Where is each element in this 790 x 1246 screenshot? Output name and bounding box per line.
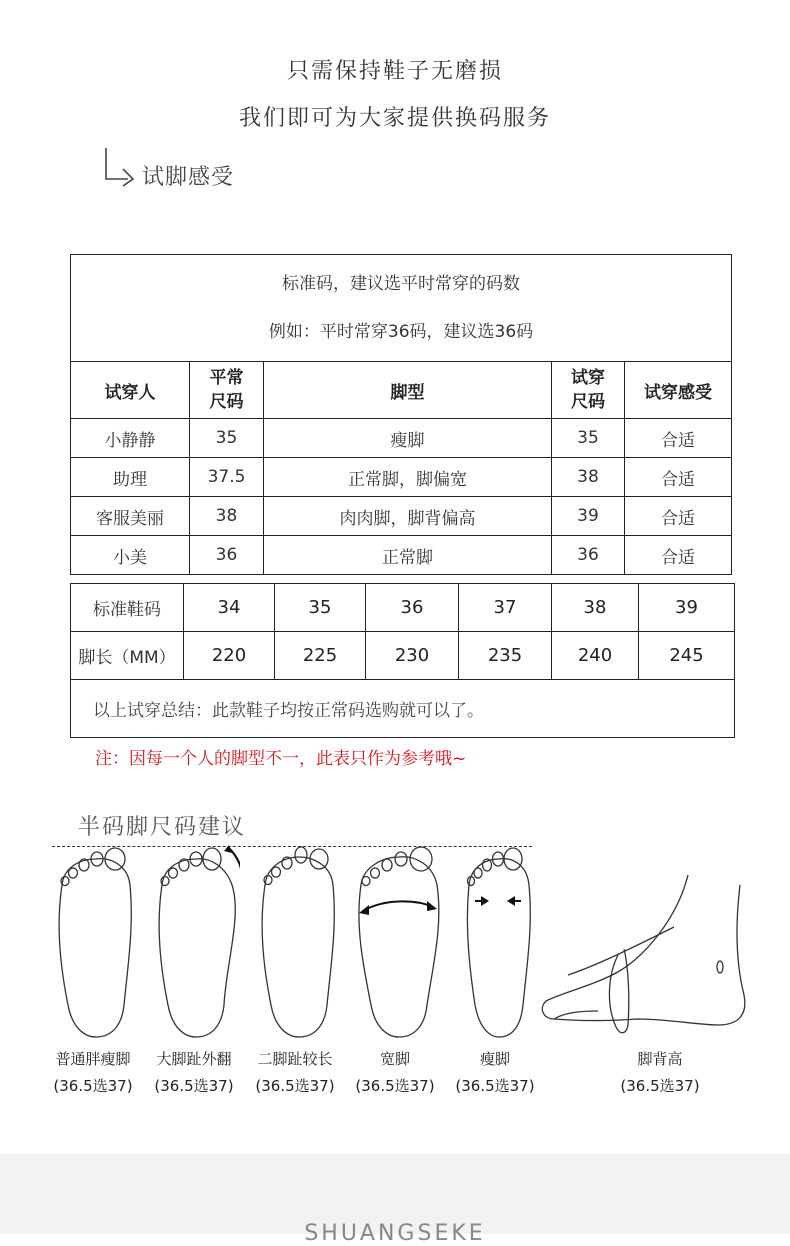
fit-table-header-row — [71, 362, 732, 419]
table-row — [71, 419, 732, 458]
length-cell: 240 — [552, 632, 639, 680]
header-usual-size: 平常 尺码 — [209, 368, 244, 412]
bunion-foot-icon — [150, 845, 240, 1045]
fit-header-cell — [552, 362, 625, 419]
table-cell: 瘦脚 — [264, 419, 552, 458]
size-row — [71, 584, 735, 632]
fit-note-line-1: 标准码，建议选平时常穿的码数 — [282, 274, 521, 294]
size-table — [70, 583, 735, 738]
foot-type-label: 二脚趾较长 — [257, 1050, 333, 1068]
size-summary: 以上试穿总结：此款鞋子均按正常码选购就可以了。 — [71, 680, 735, 738]
table-cell: 合适 — [625, 458, 732, 497]
table-cell: 38 — [552, 458, 625, 497]
length-cell: 230 — [366, 632, 459, 680]
table-cell: 正常脚 — [264, 536, 552, 575]
foot-size-advice: (36.5选37) — [154, 1077, 234, 1095]
section-title-half-size: 半码脚尺码建议 — [78, 815, 247, 840]
size-cell: 35 — [275, 584, 366, 632]
long-second-toe-foot-icon — [253, 845, 343, 1045]
fit-header-cell: 脚型 — [264, 362, 552, 419]
size-row-label: 标准鞋码 — [71, 584, 184, 632]
size-cell: 36 — [366, 584, 459, 632]
intro-line-1: 只需保持鞋子无磨损 — [286, 59, 503, 84]
foot-type-label: 脚背高 — [637, 1050, 683, 1068]
foot-size-advice: (36.5选37) — [355, 1077, 435, 1095]
foot-size-advice: (36.5选37) — [255, 1077, 335, 1095]
fit-header-cell: 试穿感受 — [625, 362, 732, 419]
wide-foot-icon — [353, 845, 443, 1045]
intro-line-2: 我们即可为大家提供换码服务 — [238, 106, 551, 131]
table-cell: 36 — [190, 536, 264, 575]
foot-size-advice: (36.5选37) — [455, 1077, 535, 1095]
length-cell: 235 — [459, 632, 552, 680]
narrow-foot-icon — [455, 845, 545, 1045]
length-row — [71, 632, 735, 680]
brand-name: SHUANGSEKE — [304, 1221, 486, 1246]
table-row — [71, 536, 732, 575]
section-title-try-on: 试脚感受 — [142, 165, 235, 190]
table-cell: 客服美丽 — [71, 497, 190, 536]
table-cell: 小美 — [71, 536, 190, 575]
table-cell: 39 — [552, 497, 625, 536]
size-cell: 34 — [184, 584, 275, 632]
fit-header-cell: 试穿人 — [71, 362, 190, 419]
arrow-right-icon — [102, 146, 138, 190]
reference-note: 注：因每一个人的脚型不一，此表只作为参考哦~ — [95, 749, 467, 769]
header-try-size: 试穿 尺码 — [571, 368, 605, 412]
table-cell: 35 — [190, 419, 264, 458]
table-cell: 合适 — [625, 536, 732, 575]
length-cell: 220 — [184, 632, 275, 680]
table-cell: 37.5 — [190, 458, 264, 497]
table-cell: 35 — [552, 419, 625, 458]
table-cell: 合适 — [625, 497, 732, 536]
size-cell: 39 — [639, 584, 735, 632]
fit-header-cell — [190, 362, 264, 419]
fit-table — [70, 254, 732, 575]
table-cell: 小静静 — [71, 419, 190, 458]
size-cell: 37 — [459, 584, 552, 632]
foot-size-advice: (36.5选37) — [620, 1077, 700, 1095]
table-cell: 38 — [190, 497, 264, 536]
fit-note-line-2: 例如：平时常穿36码，建议选36码 — [268, 322, 534, 342]
foot-size-advice: (36.5选37) — [53, 1077, 133, 1095]
foot-type-label: 大脚趾外翻 — [156, 1050, 232, 1068]
foot-type-label: 普通胖瘦脚 — [55, 1050, 131, 1068]
table-cell: 36 — [552, 536, 625, 575]
foot-type-label: 宽脚 — [379, 1050, 410, 1068]
normal-foot-icon — [50, 845, 140, 1045]
table-cell: 正常脚，脚偏宽 — [264, 458, 552, 497]
high-instep-foot-icon — [538, 875, 750, 1040]
size-cell: 38 — [552, 584, 639, 632]
length-row-label: 脚长（MM） — [71, 632, 184, 680]
length-cell: 225 — [275, 632, 366, 680]
fit-table-note — [71, 255, 732, 362]
table-row — [71, 497, 732, 536]
table-cell: 合适 — [625, 419, 732, 458]
foot-type-label: 瘦脚 — [479, 1050, 510, 1068]
length-cell: 245 — [639, 632, 735, 680]
table-cell: 肉肉脚，脚背偏高 — [264, 497, 552, 536]
table-row — [71, 458, 732, 497]
table-cell: 助理 — [71, 458, 190, 497]
